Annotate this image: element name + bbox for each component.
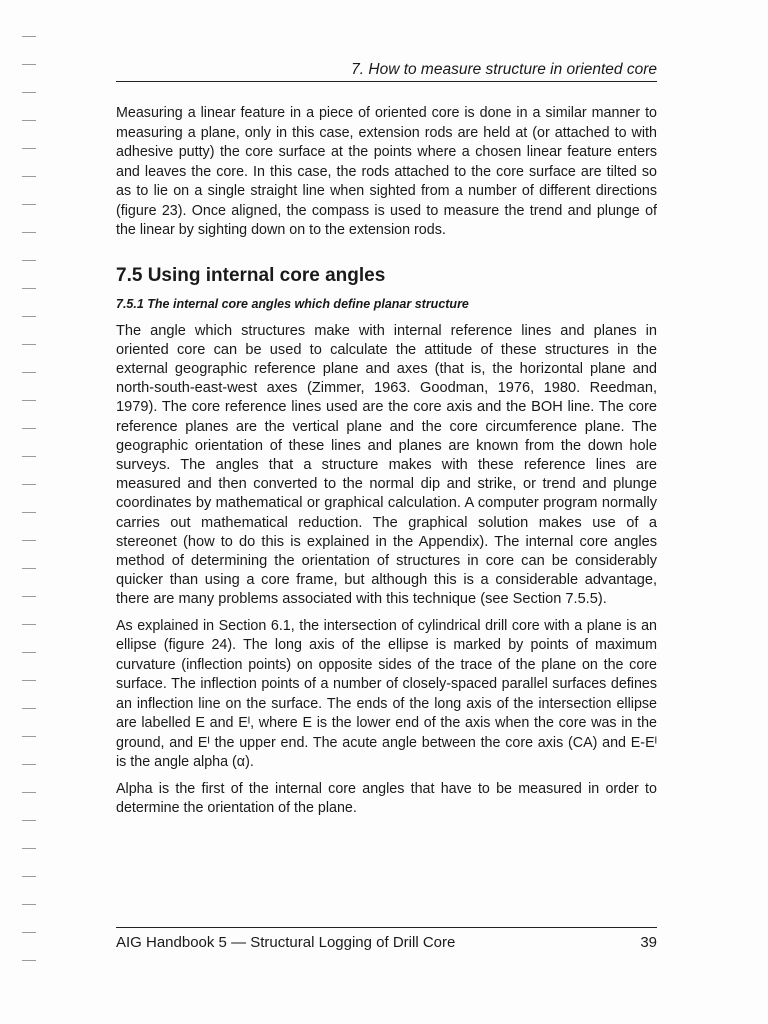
page-content <box>116 104 657 826</box>
body-paragraph: As explained in Section 6.1, the intersection of cylindrical drill core with a plane is an ellipse (figure 24). The long axis of the ellipse is marked by points of maximum curvature (inflection points) on opposite sides of the trace of the plane on the core surface. The inflection points of a number of closely-spaced parallel surfaces defines an inflection line on the surface. The ends of the long axis of the intersection ellipse are labelled E and Eᴵ, where E is the lower end of the axis when the core was in the ground, and Eᴵ the upper end. The acute angle between the core axis (CA) and E-Eᴵ is the angle alpha (α). <box>116 617 657 771</box>
intro-paragraph: Measuring a linear feature in a piece of oriented core is done in a similar manner to measuring a plane, only in this case, extension rods are held at (or attached to with adhesive putty) the core surface at the points where a chosen linear feature enters and leaves the core. In this case, the rods attached to the core surface are tilted so as to lie on a single straight line when sighted from a number of different directions (figure 23). Once aligned, the compass is used to measure the trend and plunge of the linear by sighting down on to the extension rods. <box>116 105 657 238</box>
body-paragraph: Alpha is the first of the internal core angles that have to be measured in order to determine the orientation of the plane. <box>116 780 657 817</box>
section-heading: 7.5 Using internal core angles <box>116 264 386 286</box>
footer-title: AIG Handbook 5 — Structural Logging of Drill Core <box>116 934 456 951</box>
binding-margin-marks <box>22 24 38 984</box>
running-header: 7. How to measure structure in oriented core <box>116 59 657 82</box>
body-paragraph: The angle which structures make with internal reference lines and planes in oriented core can be used to calculate the attitude of these structures in the external geographic reference plane and axes (that is, the horizontal plane and north-south-east-west axes (Zimmer, 1963. Goodman, 1976, 1980. Reedman, 1979). The core reference lines used are the core axis and the BOH line. The core reference planes are the vertical plane and the core circumference plane. The geographic orientation of these lines and planes are known from the down hole surveys. The angles that a structure makes with these reference lines are measured and then converted to the normal dip and strike, or trend and plunge coordinates by mathematical or graphical calculation. A computer program normally carries out mathematical reduction. The graphical solution makes use of a stereonet (how to do this is explained in the Appendix). The internal core angles method of determining the orientation of structures in core can be considerably quicker than using a core frame, but although this is a considerable advantage, there are many problems associated with this technique (see Section 7.5.5). <box>116 322 657 608</box>
subsection-heading: 7.5.1 The internal core angles which define planar structure <box>116 296 469 311</box>
page-number: 39 <box>640 934 657 951</box>
page-footer <box>116 927 657 952</box>
